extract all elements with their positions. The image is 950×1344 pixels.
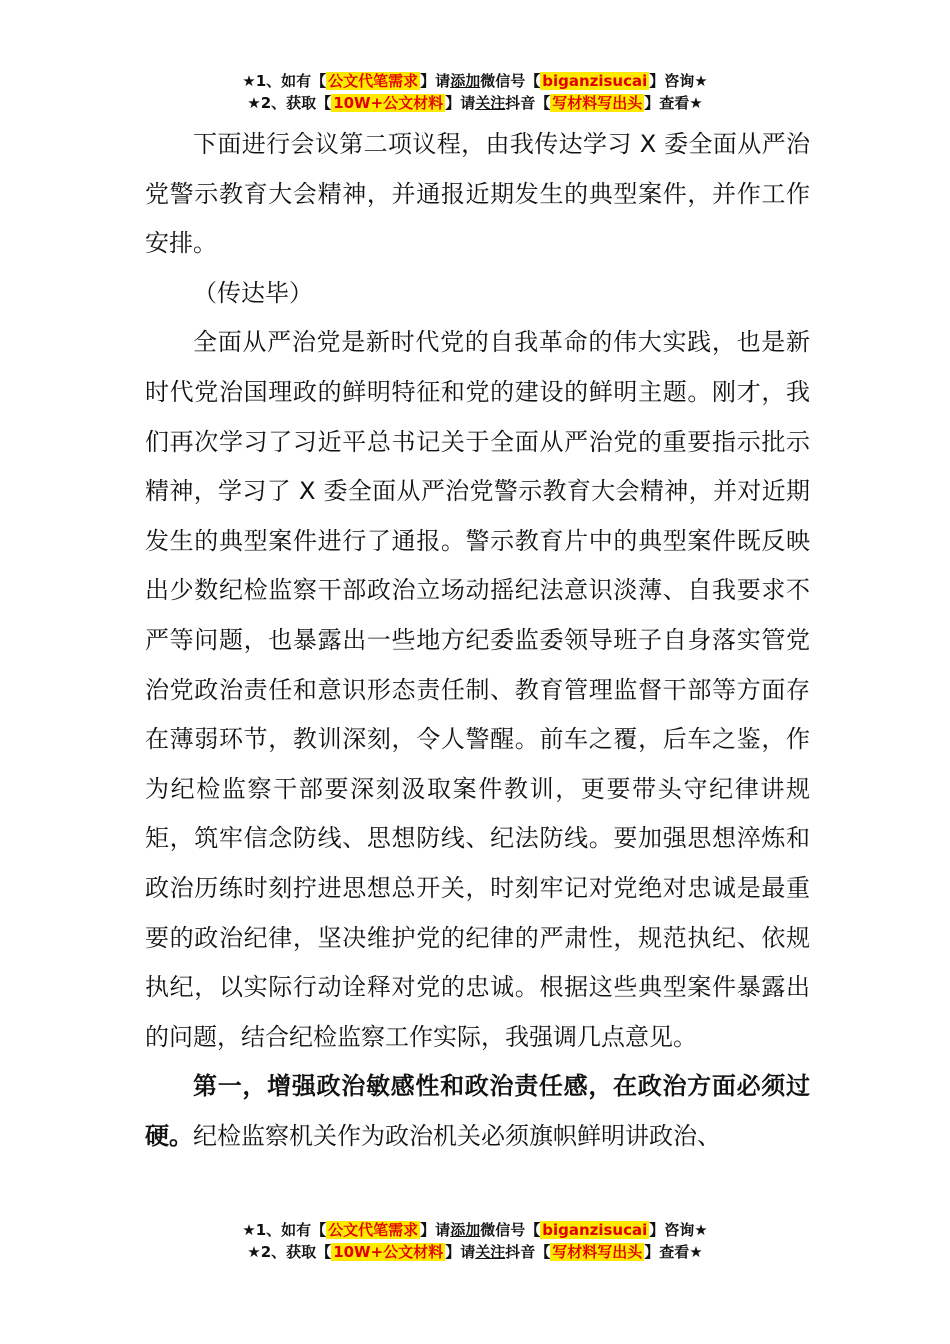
banner-text: 】查看★: [644, 94, 703, 112]
paragraph-first-point: [145, 1062, 810, 1161]
banner-underline: 关注: [475, 94, 506, 112]
banner-text: 抖音【: [505, 1243, 551, 1261]
banner-highlight: 10W+公文材料: [333, 1243, 444, 1261]
top-banner: [0, 70, 950, 114]
first-point-heading: 第一，增强政治敏感性和政治责任感，在政治方面必须过硬。: [145, 1072, 810, 1150]
banner-text: 】请: [420, 1221, 451, 1239]
banner-line-2: [0, 1241, 950, 1263]
banner-highlight: biganzisucai: [542, 72, 648, 90]
banner-text: 】请: [420, 72, 451, 90]
banner-text: ★2、获取【: [247, 1243, 332, 1261]
banner-text: 】咨询★: [649, 1221, 708, 1239]
banner-highlight: 写材料写出头: [552, 1243, 643, 1261]
banner-text: 】请: [445, 94, 476, 112]
paragraph-note: （传达毕）: [193, 278, 313, 307]
banner-text: 微信号【: [480, 1221, 541, 1239]
banner-text: ★1、如有【: [242, 1221, 327, 1239]
banner-line-1: [0, 1219, 950, 1241]
banner-text: ★2、获取【: [247, 94, 332, 112]
banner-underline: 关注: [475, 1243, 506, 1261]
banner-text: 】查看★: [644, 1243, 703, 1261]
banner-text: 抖音【: [505, 94, 551, 112]
banner-highlight: 10W+公文材料: [333, 94, 444, 112]
banner-text: 】咨询★: [649, 72, 708, 90]
document-body: [145, 120, 810, 1161]
paragraph-main: 全面从严治党是新时代党的自我革命的伟大实践，也是新时代党治国理政的鲜明特征和党的建设的鲜明主题。刚才，我们再次学习了习近平总书记关于全面从严治党的重要指示批示精神，学习了 X 委全面从严治党警示教育大会精神，并对近期发生的典型案件进行了通报。警示教育片中的典型案件既反映出少数纪检监察干部政治立场动摇纪法意识淡薄、自我要求不严等问题，也暴露出一些地方纪委监委领导班子自身落实管党治党政治责任和意识形态责任制、教育管理监督干部等方面存在薄弱环节，教训深刻，令人警醒。前车之覆，后车之鉴，作为纪检监察干部要深刻汲取案件教训，更要带头守纪律讲规矩，筑牢信念防线、思想防线、纪法防线。要加强思想淬炼和政治历练时刻拧进思想总开关，时刻牢记对党绝对忠诚是最重要的政治纪律，坚决维护党的纪律的严肃性，规范执纪、依规执纪，以实际行动诠释对党的忠诚。根据这些典型案件暴露出的问题，结合纪检监察工作实际，我强调几点意见。: [145, 328, 810, 1051]
banner-line-2: [0, 92, 950, 114]
banner-highlight: 写材料写出头: [552, 94, 643, 112]
bottom-banner: [0, 1219, 950, 1263]
banner-text: 微信号【: [480, 72, 541, 90]
banner-line-1: [0, 70, 950, 92]
paragraph-agenda: 下面进行会议第二项议程，由我传达学习 X 委全面从严治党警示教育大会精神，并通报近期发生的典型案件，并作工作安排。: [145, 130, 810, 258]
banner-text: 】请: [445, 1243, 476, 1261]
banner-highlight: biganzisucai: [542, 1221, 648, 1239]
first-point-text: 纪检监察机关作为政治机关必须旗帜鲜明讲政治、: [193, 1121, 721, 1150]
banner-underline: 添加: [450, 72, 481, 90]
banner-underline: 添加: [450, 1221, 481, 1239]
banner-text: ★1、如有【: [242, 72, 327, 90]
banner-highlight: 公文代笔需求: [328, 72, 419, 90]
banner-highlight: 公文代笔需求: [328, 1221, 419, 1239]
